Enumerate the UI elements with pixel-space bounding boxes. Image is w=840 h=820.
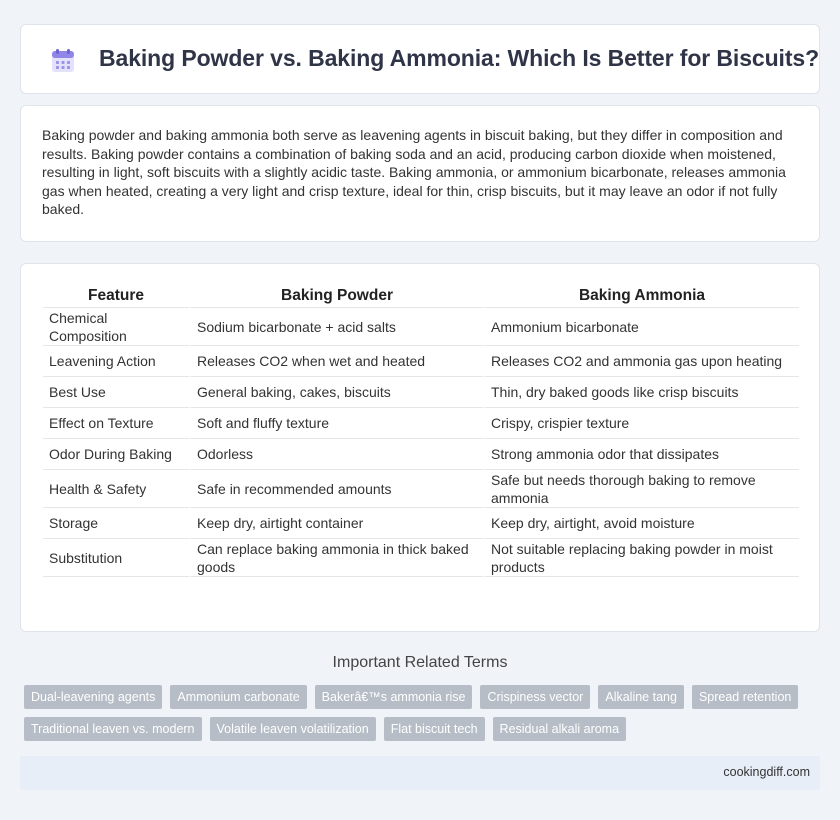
- term-tag[interactable]: Flat biscuit tech: [384, 717, 485, 741]
- column-header-baking-ammonia: Baking Ammonia: [483, 284, 799, 308]
- table-row: [43, 377, 799, 408]
- table-cell: Can replace baking ammonia in thick baked goods: [189, 539, 483, 577]
- term-tag[interactable]: Traditional leaven vs. modern: [24, 717, 202, 741]
- table-cell: Releases CO2 and ammonia gas upon heating: [483, 346, 799, 377]
- table-row: [43, 508, 799, 539]
- table-cell: Crispy, crispier texture: [483, 408, 799, 439]
- table-cell: Keep dry, airtight container: [189, 508, 483, 539]
- calendar-icon: [49, 47, 77, 75]
- header-card: [20, 24, 820, 94]
- table-row: [43, 408, 799, 439]
- table-cell: Best Use: [43, 377, 189, 408]
- table-cell: Chemical Composition: [43, 308, 189, 346]
- table-cell: General baking, cakes, biscuits: [189, 377, 483, 408]
- table-cell: Safe in recommended amounts: [189, 470, 483, 508]
- table-cell: Strong ammonia odor that dissipates: [483, 439, 799, 470]
- term-tag[interactable]: Crispiness vector: [480, 685, 590, 709]
- column-header-baking-powder: Baking Powder: [189, 284, 483, 308]
- term-tag[interactable]: Ammonium carbonate: [170, 685, 306, 709]
- table-cell: Releases CO2 when wet and heated: [189, 346, 483, 377]
- term-tag[interactable]: Bakerâ€™s ammonia rise: [315, 685, 473, 709]
- table-cell: Substitution: [43, 539, 189, 577]
- tag-row: [24, 717, 824, 741]
- table-row: [43, 470, 799, 508]
- footer-site-link[interactable]: cookingdiff.com: [723, 765, 810, 779]
- table-cell: Soft and fluffy texture: [189, 408, 483, 439]
- term-tag[interactable]: Volatile leaven volatilization: [210, 717, 376, 741]
- table-cell: Not suitable replacing baking powder in moist products: [483, 539, 799, 577]
- table-cell: Leavening Action: [43, 346, 189, 377]
- comparison-card: [20, 263, 820, 632]
- table-cell: Health & Safety: [43, 470, 189, 508]
- term-tag[interactable]: Dual-leavening agents: [24, 685, 162, 709]
- footer: [20, 756, 820, 790]
- table-cell: Thin, dry baked goods like crisp biscuits: [483, 377, 799, 408]
- table-cell: Keep dry, airtight, avoid moisture: [483, 508, 799, 539]
- column-header-feature: Feature: [43, 284, 189, 308]
- table-cell: Odorless: [189, 439, 483, 470]
- table-cell: Effect on Texture: [43, 408, 189, 439]
- term-tag[interactable]: Spread retention: [692, 685, 798, 709]
- table-cell: Sodium bicarbonate + acid salts: [189, 308, 483, 346]
- table-cell: Safe but needs thorough baking to remove ammonia: [483, 470, 799, 508]
- intro-card: [20, 105, 820, 242]
- term-tag[interactable]: Residual alkali aroma: [493, 717, 627, 741]
- term-tag[interactable]: Alkaline tang: [598, 685, 684, 709]
- table-cell: Ammonium bicarbonate: [483, 308, 799, 346]
- table-cell: Odor During Baking: [43, 439, 189, 470]
- tag-row: [24, 685, 824, 709]
- table-row: [43, 439, 799, 470]
- page-title: Baking Powder vs. Baking Ammonia: Which Is Better for Biscuits?: [99, 45, 820, 71]
- table-header-row: [43, 284, 799, 308]
- table-row: [43, 539, 799, 577]
- comparison-table: [43, 284, 799, 577]
- related-terms-tags: [24, 685, 824, 749]
- table-row: [43, 308, 799, 346]
- table-row: [43, 346, 799, 377]
- intro-paragraph: Baking powder and baking ammonia both serve as leavening agents in biscuit baking, but they differ in composition and results. Baking powder contains a combination of baking soda and an acid, producing carbon dioxide when moistened, resulting in light, soft biscuits with a slightly acidic taste. Baking ammonia, or ammonium bicarbonate, releases ammonia gas when heated, creating a very light and crisp texture, ideal for thin, crisp biscuits, but it may leave an odor if not fully baked.: [42, 127, 786, 217]
- table-cell: Storage: [43, 508, 189, 539]
- related-terms-heading: Important Related Terms: [332, 654, 508, 671]
